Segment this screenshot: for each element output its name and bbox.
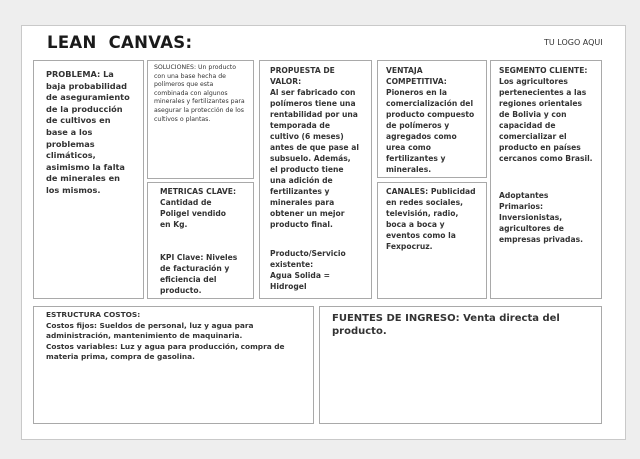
ventaja-text: VENTAJA COMPETITIVA: Pioneros en la comercialización del producto compuesto de polímeros y agregados como urea como fertilizantes y minerales. [386,66,475,174]
page-title: LEAN CANVAS: [47,33,193,52]
fuentes-text: FUENTES DE INGRESO: Venta directa del producto. [332,313,560,337]
segmento-text: SEGMENTO CLIENTE: Los agricultores pertenecientes a las regiones orientales de Bolivia y con capacidad de comercializar el producto en países cercanos como Brasil. [499,66,593,163]
costos-fijos: Costos fijos: Sueldos de personal, luz y agua para administración, mantenimiento de maquinaria. [46,320,254,341]
costos-title: ESTRUCTURA COSTOS: [46,310,141,319]
ventaja-block [377,60,487,178]
problema-block [33,60,144,299]
canales-text: CANALES: Publicidad en redes sociales, televisión, radio, boca a boca y eventos como la Fexpocruz. [386,187,476,251]
propuesta-block [259,60,372,299]
kpi-text: KPI Clave: Niveles de facturación y eficiencia del producto. [160,253,238,295]
soluciones-text: SOLUCIONES: Un producto con una base hecha de polímeros que esta combinada con algunos minerales y fertilizantes para asegurar la protección de los cultivos o plantas. [154,64,245,123]
producto-text: Producto/Servicio existente: Agua Solida = Hidrogel [270,249,346,291]
metricas-text: METRICAS CLAVE: Cantidad de Poligel vendido en Kg. [160,187,237,229]
problema-text: PROBLEMA: La baja probabilidad de aseguramiento de la producción de cultivos en base a los problemas climáticos, asimismo la falta de minerales en los mismos. [46,69,130,195]
segmento-block [490,60,602,299]
soluciones-block [147,60,254,179]
logo-placeholder: TU LOGO AQUI [544,38,603,47]
canales-block [377,182,487,299]
metricas-block [147,182,254,299]
costos-variables: Costos variables: Luz y agua para producción, compra de materia prima, compra de gasolina. [46,341,285,362]
costos-block [33,306,314,424]
adoptantes-text: Adoptantes Primarios: Inversionistas, agricultores de empresas privadas. [499,191,584,244]
propuesta-text: PROPUESTA DE VALOR: Al ser fabricado con polímeros tiene una rentabilidad por una temporada de cultivo (6 meses) antes de que pase al subsuelo. Además, el producto tiene una adición de fertilizantes y minerales para obtener un mejor producto final. [270,66,359,229]
fuentes-block [319,306,602,424]
